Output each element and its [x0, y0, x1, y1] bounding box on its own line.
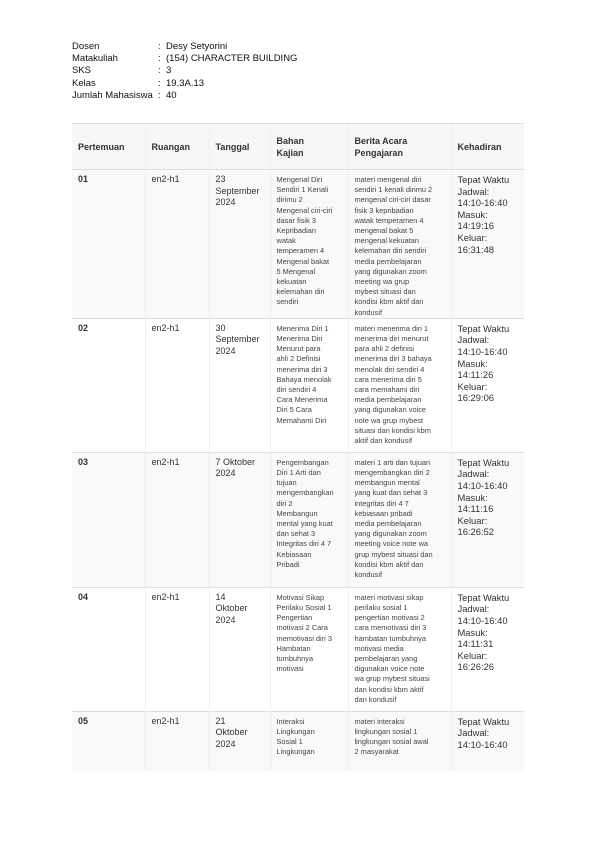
- cell-kehadiran: [451, 170, 524, 319]
- table-row: [72, 170, 524, 319]
- table-row: [72, 587, 524, 711]
- cell-tanggal-text: 7 Oktober 2024: [215, 456, 256, 479]
- cell-tanggal: [209, 170, 270, 319]
- info-separator: :: [158, 41, 161, 52]
- cell-kehadiran: [451, 452, 524, 587]
- cell-kehadiran: [451, 711, 524, 771]
- cell-ruangan: en2-h1: [145, 318, 209, 452]
- cell-bahan-text: Interaksi Lingkungan Sosial 1 Lingkungan: [276, 716, 315, 757]
- cell-tanggal-text: 21 Oktober 2024: [215, 715, 248, 749]
- header-ruangan: Ruangan: [145, 124, 209, 170]
- cell-pertemuan: 03: [72, 452, 145, 587]
- cell-berita-acara: [348, 587, 451, 711]
- cell-ruangan: en2-h1: [145, 711, 209, 771]
- info-row-jumlah-mahasiswa: [72, 90, 297, 102]
- info-separator: :: [158, 65, 161, 77]
- header-tanggal: Tanggal: [209, 124, 270, 170]
- info-separator: :: [158, 53, 161, 65]
- cell-bahan-text: Menerima Diri 1 Menerima Diri Menurut para ahli 2 Definisi menerima diri 3 Bahaya menolak diri sendiri 4 Cara Menerima Diri 5 Cara Memahami Diri: [276, 323, 332, 425]
- cell-pertemuan: 04: [72, 587, 145, 711]
- cell-berita-text: materi menerima diri 1 menerima diri menurut para ahli 2 definisi menerima diri 3 bahaya menolak diri sendiri 4 cara menerima diri 5 cara memahami diri media pembelajaran yang digunakan voice note wa grup mybest situasi dan kondisi kbm aktif dan kondusif: [354, 323, 432, 446]
- cell-berita-text: materi interaksi lingkungan sosial 1 lingkungan sosial awal 2 masyarakat: [354, 716, 429, 757]
- header-bahan-kajian: Bahan Kajian: [270, 124, 348, 170]
- cell-pertemuan: 05: [72, 711, 145, 771]
- table-row: [72, 452, 524, 587]
- info-value: (154) CHARACTER BUILDING: [166, 53, 298, 65]
- cell-tanggal: [209, 318, 270, 452]
- cell-pertemuan: 02: [72, 318, 145, 452]
- info-value: 3: [166, 65, 172, 77]
- cell-berita-text: materi mengenal diri sendiri 1 kenali dirimu 2 mengenal ciri-ciri dasar fisik 3 kepribadian watak temperamen 4 mengenal bakat 5 mengenal kekuatan kelemahan diri sendiri media pembelajaran yang digunakan zoom meeting wa grup mybest situasi dan kondisi kbm aktif dan kondusif: [354, 175, 433, 317]
- cell-bahan-kajian: [270, 587, 348, 711]
- cell-kehadiran-text: Tepat Waktu Jadwal: 14:10-16:40: [457, 715, 510, 751]
- header-berita-acara: Berita Acara Pengajaran: [348, 124, 451, 170]
- cell-berita-acara: [348, 452, 451, 587]
- cell-bahan-text: Motivasi Sikap Perilaku Sosial 1 Pengertian motivasi 2 Cara memotivasi diri 3 Hambatan tumbuhnya motivasi: [276, 592, 332, 674]
- course-info: [72, 41, 297, 102]
- cell-bahan-kajian: [270, 452, 348, 587]
- info-value: 40: [166, 89, 177, 101]
- cell-berita-acara: [348, 711, 451, 771]
- info-row-kelas: [72, 78, 297, 90]
- cell-tanggal-text: 14 Oktober 2024: [215, 591, 248, 625]
- info-label: Matakuliah: [72, 53, 118, 65]
- cell-kehadiran: [451, 587, 524, 711]
- cell-pertemuan: 01: [72, 170, 145, 319]
- cell-ruangan: en2-h1: [145, 170, 209, 319]
- info-separator: :: [158, 89, 161, 101]
- table-header-row: [72, 124, 524, 170]
- info-label: Dosen: [72, 41, 100, 52]
- cell-kehadiran-text: Tepat Waktu Jadwal: 14:10-16:40 Masuk: 14:11:16 Keluar: 16:26:52: [457, 456, 510, 538]
- info-label: Kelas: [72, 77, 96, 89]
- cell-berita-acara: [348, 170, 451, 319]
- cell-berita-text: materi 1 arti dan tujuan mengembangkan diri 2 membangun mental yang kuat dan sehat 3 integritas diri 4 7 kebiasaan pribadi media pembelajaran yang digunakan zoom meeting voice note wa grup mybest situasi dan kondisi kbm aktif dan kondusif: [354, 457, 433, 580]
- cell-bahan-text: Mengenal Diri Sendiri 1 Kenali dirimu 2 Mengenal ciri-ciri dasar fisik 3 Kepribadian watak temperamen 4 Mengenal bakat 5 Mengenal kekuatan kelemahan diri sendiri: [276, 175, 333, 307]
- cell-tanggal: [209, 452, 270, 587]
- cell-tanggal: [209, 587, 270, 711]
- info-row-matakuliah: [72, 53, 297, 65]
- cell-tanggal-text: 30 September 2024: [215, 322, 260, 356]
- cell-ruangan: en2-h1: [145, 452, 209, 587]
- cell-kehadiran: [451, 318, 524, 452]
- info-label: SKS: [72, 65, 92, 77]
- cell-bahan-kajian: [270, 170, 348, 319]
- cell-bahan-text: Pengembangan Diri 1 Arti dan tujuan mengembangkan diri 2 Membangun mental yang kuat dan sehat 3 Integritas diri 4 7 Kebiasaan Pribadi: [276, 457, 334, 569]
- info-separator: :: [158, 77, 161, 89]
- table-row: [72, 711, 524, 771]
- info-row-sks: [72, 65, 297, 77]
- cell-ruangan: en2-h1: [145, 587, 209, 711]
- cell-kehadiran-text: Tepat Waktu Jadwal: 14:10-16:40 Masuk: 14:19:16 Keluar: 16:31:48: [457, 174, 510, 255]
- cell-kehadiran-text: Tepat Waktu Jadwal: 14:10-16:40 Masuk: 14:11:31 Keluar: 16:26:26: [457, 591, 510, 673]
- info-row-dosen: [72, 41, 297, 53]
- cell-kehadiran-text: Tepat Waktu Jadwal: 14:10-16:40 Masuk: 14:11:26 Keluar: 16:29:06: [457, 322, 510, 404]
- info-label: Jumlah Mahasiswa: [72, 89, 153, 101]
- cell-tanggal: [209, 711, 270, 771]
- cell-bahan-kajian: [270, 711, 348, 771]
- info-value: Desy Setyorini: [166, 41, 228, 52]
- attendance-table: [72, 123, 524, 771]
- cell-berita-text: materi motivasi sikap perilaku sosial 1 pengertian motivasi 2 cara memotivasi diri 3 hambatan tumbuhnya motivasi media pembelajaran yang digunakan voice note wa grup mybest situasi dan kondisi kbm aktif dan kondusif: [354, 592, 430, 704]
- cell-tanggal-text: 23 September 2024: [215, 174, 260, 207]
- cell-bahan-kajian: [270, 318, 348, 452]
- header-kehadiran: Kehadiran: [451, 124, 524, 170]
- header-pertemuan: Pertemuan: [72, 124, 145, 170]
- info-value: 19.3A.13: [166, 77, 205, 89]
- cell-berita-acara: [348, 318, 451, 452]
- table-row: [72, 318, 524, 452]
